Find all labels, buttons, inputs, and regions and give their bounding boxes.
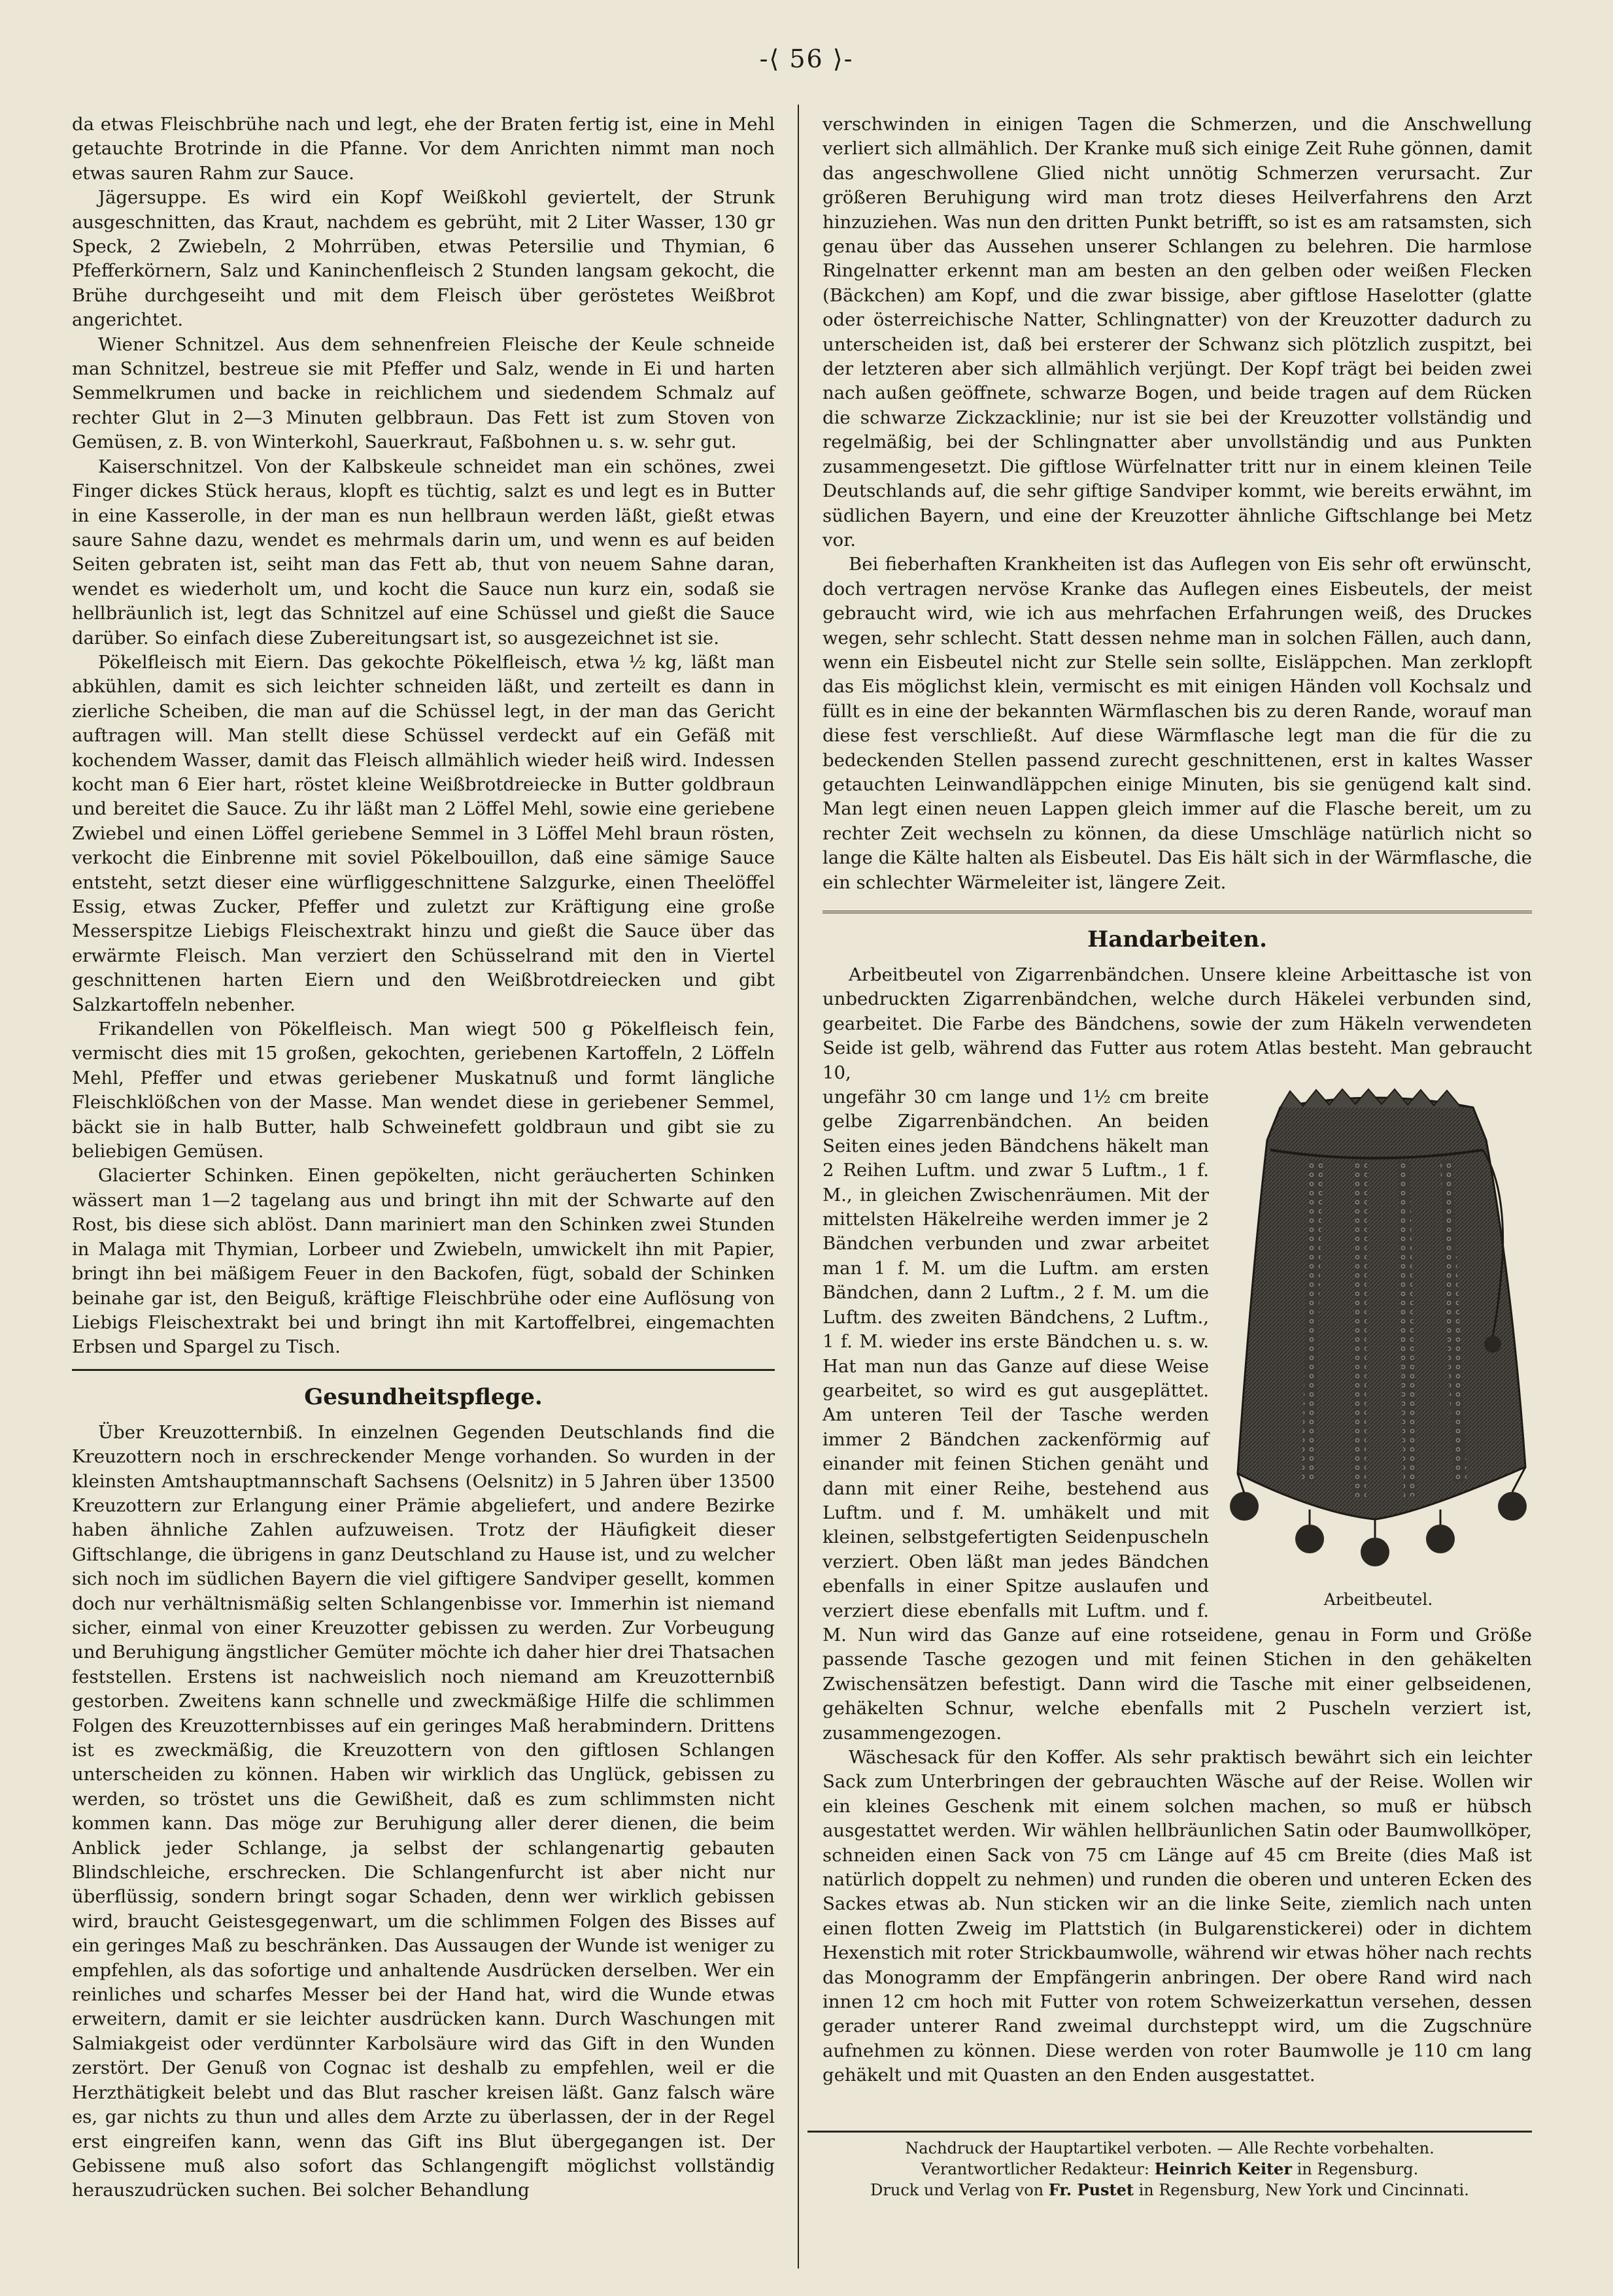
section-divider	[72, 1369, 775, 1371]
figure-caption: Arbeitbeutel.	[1323, 1590, 1433, 1610]
article-waeschesack: Wäschesack für den Koffer. Als sehr praktisch bewährt sich ein leichter Sack zum Unterbringen der gebrauchten Wäsche auf der Reise. Wollen wir ein kleines Geschenk mit einem solchen machen, so muß er hübsch ausgestattet werden. Wir wählen hellbräunlichen Satin oder Baumwollköper, schneiden einen Sack von 75 cm Länge auf 45 cm Breite (dies Maß ist natürlich doppelt zu nehmen) und runden die oberen und unteren Ecken des Sackes etwas ab. Nun sticken wir an die linke Seite, ziemlich nach unten einen flotten Zweig im Plattstich (in Bulgarenstickerei) oder in dichtem Hexenstich mit roter Strickbaumwolle, während wir etwas höher nach rechts das Monogramm der Empfängerin anbringen. Der obere Rand wird nach innen 12 cm hoch mit Futter von rotem Schweizerkattun versehen, dessen gerader unterer Rand zweimal durchsteppt wird, um die Zugschnüre aufnehmen zu können. Diese werden von roter Baumwolle je 110 cm lang gehäkelt und mit Quasten an den Enden ausgestattet.	[823, 1747, 1532, 2086]
recipe-jaegersuppe: Jägersuppe. Es wird ein Kopf Weißkohl geviertelt, der Strunk ausgeschnitten, das Kraut, nachdem es gebrüht, mit 2 Liter Wasser, 130 gr Speck, 2 Zwiebeln, 2 Mohrrüben, etwas Petersilie und Thymian, 6 Pfefferkörnern, Salz und Kaninchenfleisch 2 Stunden langsam gekocht, die Brühe durchgeseiht und mit dem Fleisch über geröstetes Weißbrot angerichtet.	[72, 187, 775, 331]
handwork-intro: Arbeitbeutel von Zigarrenbändchen. Unsere kleine Arbeittasche ist von unbedruckten Zigarrenbändchen, welche durch Häkelei verbunden sind, gearbeitet. Die Farbe des Bändchens, sowie der zum Häkeln verwendeten Seide ist gelb, während das Futter aus rotem Atlas besteht. Man gebraucht 10,	[823, 964, 1532, 1083]
column-divider	[798, 105, 799, 2269]
bag-illustration	[1225, 1088, 1532, 1585]
figure-arbeitbeutel	[1225, 1088, 1532, 1612]
left-column	[72, 112, 775, 2203]
copyright-notice: Nachdruck der Hauptartikel verboten. — Alle Rechte vorbehalten.	[905, 2139, 1435, 2157]
publisher-name: Fr. Pustet	[1048, 2180, 1134, 2199]
article-fieberhafte-krankheiten: Bei fieberhaften Krankheiten ist das Auflegen von Eis sehr oft erwünscht, doch vertragen nervöse Kranke das Auflegen eines Eisbeutels, der meist gebraucht wird, wie ich aus mehrfachen Erfahrungen weiß, des Druckes wegen, sehr schlecht. Statt dessen nehme man in solchen Fällen, auch dann, wenn ein Eisbeutel nicht zur Stelle sein sollte, Eisläppchen. Man zerklopft das Eis möglichst klein, vermischt es mit einigen Händen voll Kochsalz und füllt es in eine der bekannten Wärmflaschen bis zu deren Rande, worauf man diese fest verschließt. Auf diese Wärmflasche legt man die für die zu bedeckenden Stellen passend zurecht geschnittenen, erst in kaltes Wasser getauchten Leinwandläppchen einige Minuten, bis sie genügend kalt sind. Man legt einen neuen Lappen gleich immer auf die Flasche bereit, um zu rechter Zeit wechseln zu können, da diese Umschläge natürlich nicht so lange die Kälte halten als Eisbeutel. Das Eis hält sich in der Wärmflasche, die ein schlechter Wärmeleiter ist, längere Zeit.	[823, 554, 1532, 893]
page-number: -⟨ 56 ⟩-	[759, 44, 854, 73]
footer-rule	[807, 2131, 1532, 2133]
section-divider	[823, 911, 1532, 913]
publisher-line: Druck und Verlag von Fr. Pustet in Regensburg, New York und Cincinnati.	[870, 2180, 1469, 2199]
recipe-poekelfleisch-mit-eiern: Pökelfleisch mit Eiern. Das gekochte Pökelfleisch, etwa ½ kg, läßt man abkühlen, damit es sich leichter schneiden läßt, und zerteilt es dann in zierliche Scheiben, die man auf die Schüssel legt, in der man das Gericht auftragen will. Man stellt diese Schüssel verdeckt auf ein Gefäß mit kochendem Wasser, damit das Fleisch allmählich wieder heiß wird. Indessen kocht man 6 Eier hart, röstet kleine Weißbrotdreiecke in Butter goldbraun und bereitet die Sauce. Zu ihr läßt man 2 Löffel Mehl, sowie eine geriebene Zwiebel und einen Löffel geriebene Semmel in 3 Löffel Mehl braun rösten, verkocht die Einbrenne mit soviel Pökelbouillon, daß eine sämige Sauce entsteht, setzt dieser eine würfliggeschnittene Salzgurke, einen Theelöffel Essig, etwas Zucker, Pfeffer und zuletzt zur Kräftigung eine große Messerspitze Liebigs Fleischextrakt hinzu und gießt die Sauce über das erwärmte Fleisch. Man verziert den Schüsselrand mit den in Viertel geschnittenen harten Eiern und den Weißbrotdreiecken und gibt Salzkartoffeln nebenher.	[72, 651, 775, 1015]
right-column	[823, 112, 1532, 2088]
editor-name: Heinrich Keiter	[1154, 2159, 1292, 2178]
handwork-instructions: ungefähr 30 cm lange und 1½ cm breite gelbe Zigarrenbändchen. An beiden Seiten eines jeden Bändchens häkelt man 2 Reihen Luftm. und zwar 5 Luftm., 1 f. M., in gleichen Zwischenräumen. Mit der mittelsten Häkelreihe werden immer je 2 Bändchen verbunden und zwar arbeitet man 1 f. M. um die Luftm. am ersten Bändchen, dann 2 Luftm., 2 f. M. um die Luftm. des zweiten Bändchens, 2 Luftm., 1 f. M. wieder ins erste Bändchen u. s. w. Hat man nun das Ganze auf diese Weise gearbeitet, so wird es gut ausgeplättet. Am unteren Teil der Tasche werden immer 2 Bändchen zackenförmig auf einander mit feinen Stichen genäht und dann mit einer Reihe, bestehend aus Luftm. und f. M. umhäkelt und mit kleinen, selbstgefertigten Seidenpuscheln verziert. Oben läßt man jedes Bändchen ebenfalls in einer Spitze auslaufen und verziert diese ebenfalls mit Luftm. und f. M. Nun wird das Ganze auf eine rotseidene, genau in Form und Größe passende Tasche gezogen und mit feinen Stichen in den gehäkelten Zwischensätzen befestigt. Dann wird die Tasche mit einer gelbseidenen, gehäkelten Schnur, welche ebenfalls mit 2 Puscheln verziert ist, zusammengezogen.	[823, 1087, 1532, 1744]
imprint-footer	[807, 2121, 1532, 2201]
recipe-frikandellen: Frikandellen von Pökelfleisch. Man wiegt 500 g Pökelfleisch fein, vermischt dies mit 15 großen, gekochten, geriebenen Kartoffeln, 2 Löffeln Mehl, Pfeffer und etwas geriebener Muskatnuß und formt längliche Fleischklößchen von der Masse. Man wendet diese in geriebener Semmel, bäckt sie in halb Butter, halb Schweinefett goldbraun und gibt sie zu beliebigen Gemüsen.	[72, 1019, 775, 1162]
recipe-wiener-schnitzel: Wiener Schnitzel. Aus dem sehnenfreien Fleische der Keule schneide man Schnitzel, bestreue sie mit Pfeffer und Salz, wende in Ei und harten Semmelkrumen und backe in reichlichem und siedendem Schmalz auf rechter Glut in 2—3 Minuten gelbbraun. Das Fett ist zum Stoven von Gemüsen, z. B. von Winterkohl, Sauerkraut, Faßbohnen u. s. w. sehr gut.	[72, 333, 775, 453]
page-number-value: 56	[789, 44, 824, 73]
editor-line: Verantwortlicher Redakteur: Heinrich Keiter in Regensburg.	[921, 2159, 1419, 2178]
section-heading-gesundheitspflege: Gesundheitspflege.	[304, 1383, 543, 1410]
article-kreuzotternbiss: Über Kreuzotternbiß. In einzelnen Gegenden Deutschlands find die Kreuzottern noch in erschreckender Menge vorhanden. So wurden in der kleinsten Amtshauptmannschaft Sachsens (Oelsnitz) in 5 Jahren über 13500 Kreuzottern zur Erlangung einer Prämie abgeliefert, und andere Bezirke haben ähnliche Zahlen aufzuweisen. Trotz der Häufigkeit dieser Giftschlange, die übrigens in ganz Deutschland zu Hause ist, und zu welcher sich noch im südlichen Bayern die viel giftigere Sandviper gesellt, kommen doch nur verhältnismäßig selten Schlangenbisse vor. Immerhin ist niemand sicher, einmal von einer Kreuzotter gebissen zu werden. Zur Vorbeugung und Beruhigung ängstlicher Gemüter möchte ich daher hier drei Thatsachen feststellen. Erstens ist nachweislich noch niemand am Kreuzotternbiß gestorben. Zweitens kann schnelle und zweckmäßige Hilfe die schlimmen Folgen des Kreuzotternbisses auf ein geringes Maß herabmindern. Drittens ist es zweckmäßig, die Kreuzottern von den giftlosen Schlangen unterscheiden zu können. Haben wir wirklich das Unglück, gebissen zu werden, so tröstet uns die Gewißheit, daß es zum schlimmsten nicht kommen kann. Das möge zur Beruhigung aller derer dienen, die beim Anblick jeder Schlange, ja selbst der schlangenartig gebauten Blindschleiche, erschrecken. Die Schlangenfurcht ist aber nicht nur überflüssig, sondern bringt sogar Schaden, denn wer wirklich gebissen wird, braucht Geistesgegenwart, um die schlimmen Folgen des Bisses auf ein geringes Maß zu beschränken. Das Aussaugen der Wunde ist weniger zu empfehlen, als das sofortige und anhaltende Ausdrücken derselben. Wer ein reinliches und scharfes Messer bei der Hand hat, wird die Wunde etwas erweitern, damit er sie leichter ausdrücken kann. Durch Waschungen mit Salmiakgeist oder verdünnter Karbolsäure wird das Gift in den Wunden zerstört. Der Genuß von Cognac ist deshalb zu empfehlen, weil er die Herzthätigkeit belebt und das Blut rascher kreisen läßt. Ganz falsch wäre es, gar nichts zu thun und alles dem Arzte zu überlassen, der in der Regel erst eingreifen kann, wenn das Gift ins Blut übergegangen ist. Der Gebissene muß also sofort das Schlangengift möglichst vollständig herauszudrücken suchen. Bei solcher Behandlung	[72, 1421, 775, 2201]
recipe-kaiserschnitzel: Kaiserschnitzel. Von der Kalbskeule schneidet man ein schönes, zwei Finger dickes Stück heraus, klopft es tüchtig, salzt es und legt es in Butter in eine Kasserolle, in der man es nun hellbraun werden läßt, gießt etwas saure Sahne dazu, wendet es mehrmals darin um, und wenn es auf beiden Seiten gebraten ist, seiht man das Fett ab, thut von neuem Sahne daran, wendet es wiederholt um, und kocht die Sauce nun kurz ein, sodaß sie hellbräunlich ist, legt das Schnitzel auf eine Schüssel und gießt die Sauce darüber. So einfach diese Zubereitungsart ist, so ausgezeichnet ist sie.	[72, 456, 775, 649]
section-heading-handarbeiten: Handarbeiten.	[1087, 926, 1267, 953]
recipe-glacierter-schinken: Glacierter Schinken. Einen gepökelten, nicht geräucherten Schinken wässert man 1—2 tagelang aus und bringt ihn mit der Schwarte auf den Rost, bis diese sich ablöst. Dann mariniert man den Schinken zwei Stunden in Malaga mit Thymian, Lorbeer und Zwiebeln, umwickelt ihn mit Papier, bringt ihn bei mäßigem Feuer in den Backofen, fügt, sobald der Schinken beinahe gar ist, den Beiguß, kräftige Fleischbrühe oder eine Auflösung von Liebigs Fleischextrakt bei und bringt ihn mit Kartoffelbrei, eingemachten Erbsen und Spargel zu Tisch.	[72, 1165, 775, 1358]
paragraph-continuation: da etwas Fleischbrühe nach und legt, ehe der Braten fertig ist, eine in Mehl getauchte Brotrinde in die Pfanne. Vor dem Anrichten nimmt man noch etwas sauren Rahm zur Sauce.	[72, 114, 775, 184]
paragraph-continuation-right: verschwinden in einigen Tagen die Schmerzen, und die Anschwellung verliert sich allmählich. Der Kranke muß sich einige Zeit Ruhe gönnen, damit das angeschwollene Glied nicht unnötig Schmerzen verursacht. Zur größeren Beruhigung wird man trotz dieses Heilverfahrens den Arzt hinzuziehen. Was nun den dritten Punkt betrifft, so ist es am ratsamsten, sich genau über das Aussehen unserer Schlangen zu belehren. Die harmlose Ringelnatter erkennt man am besten an den gelben oder weißen Flecken (Bäckchen) am Kopf, und die zwar bissige, aber giftlose Haselotter (glatte oder österreichische Natter, Schlingnatter) von der Kreuzotter dadurch zu unterscheiden ist, daß bei ersterer der Schwanz sich plötzlich zuspitzt, bei der letzteren aber sich allmählich verjüngt. Der Kopf trägt bei beiden zwei nach außen geöffnete, schwarze Bogen, und beide tragen auf dem Rücken die schwarze Zickzacklinie; nur ist sie bei der Kreuzotter vollständig und regelmäßig, bei der Schlingnatter aber unvollständig und aus Punkten zusammengesetzt. Die giftlose Würfelnatter tritt nur in einem kleinen Teile Deutschlands auf, die sehr giftige Sandviper kommt, wie bereits erwähnt, im südlichen Bayern, und eine der Kreuzotter ähnliche Giftschlange bei Metz vor.	[823, 114, 1532, 550]
